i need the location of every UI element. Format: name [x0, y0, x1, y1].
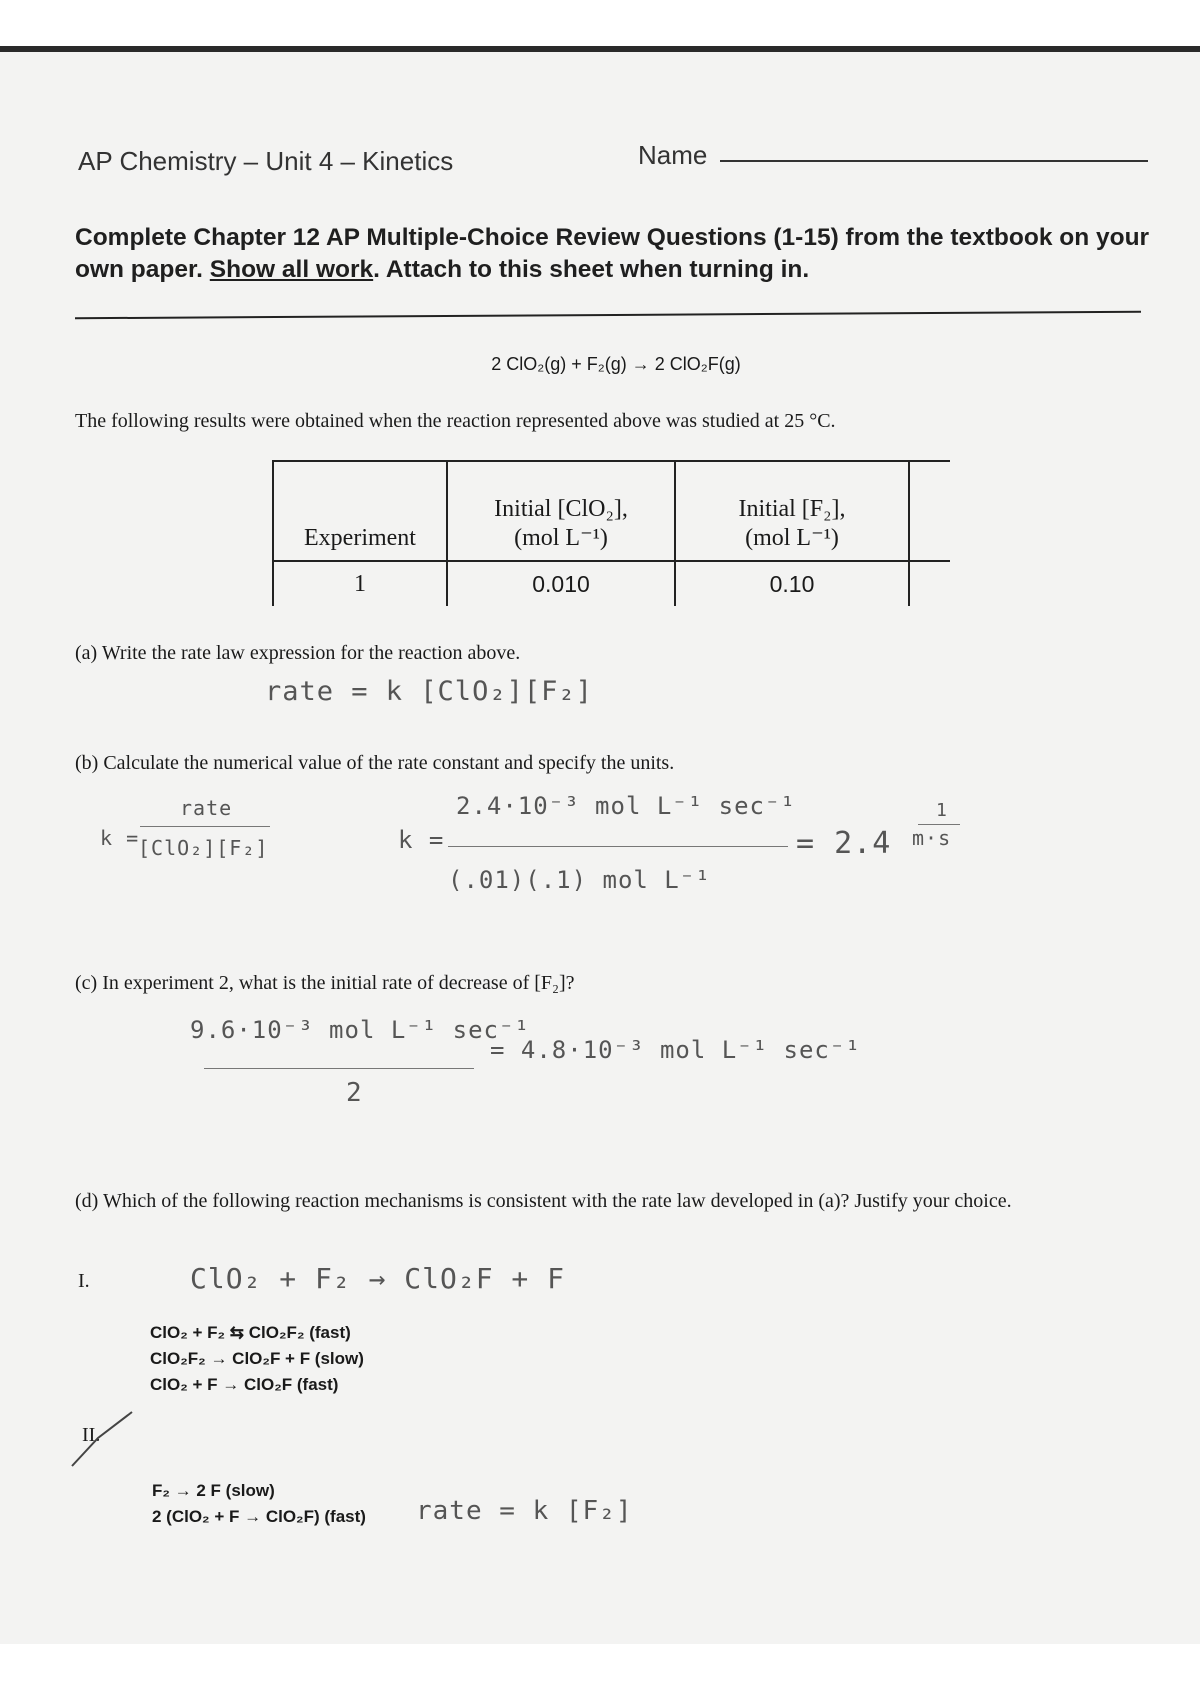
instructions-part2: . Attach to this sheet when turning in.: [373, 256, 810, 283]
bottom-margin: [0, 1644, 1200, 1698]
reaction-intro: The following results were obtained when the reaction represented above was studied at 25 °C.: [75, 410, 836, 432]
b-formula-denominator: [ClO₂][F₂]: [138, 836, 269, 860]
question-c: (c) In experiment 2, what is the initial rate of decrease of [F₂]?: [75, 972, 575, 994]
reaction-equation: 2 ClO₂(g) + F₂(g) → 2 ClO₂F(g): [491, 354, 741, 374]
cell-experiment: 1: [273, 561, 447, 607]
c-bar: [204, 1068, 474, 1069]
b-formula-bar: [140, 826, 270, 827]
c-numerator: 9.6·10⁻³ mol L⁻¹ sec⁻¹: [190, 1016, 530, 1044]
mechanism-II-step-1: F₂ → 2 F (slow): [152, 1481, 275, 1500]
question-a: (a) Write the rate law expression for the reaction above.: [75, 642, 521, 664]
mechanism-II-rate-law: rate = k [F₂]: [416, 1496, 633, 1526]
cell-clo2: 0.010: [447, 561, 675, 607]
c-result: = 4.8·10⁻³ mol L⁻¹ sec⁻¹: [490, 1036, 861, 1064]
b-result: = 2.4: [796, 826, 892, 861]
b-formula-numerator: rate: [180, 796, 233, 820]
table-extension: [909, 461, 950, 561]
cell-f2: 0.10: [675, 561, 909, 607]
mechanism-I-step-2: ClO₂F₂ → ClO₂F + F (slow): [150, 1349, 364, 1368]
b-result-units-num: 1: [936, 800, 948, 821]
question-d: (d) Which of the following reaction mechanisms is consistent with the rate law developed in (a)? Justify your choice.: [75, 1190, 1012, 1212]
c-denominator: 2: [346, 1078, 363, 1108]
table-crop: [266, 606, 956, 622]
mechanism-I-steps: [150, 1320, 364, 1398]
header-f2: Initial [F₂], (mol L⁻¹): [675, 461, 909, 561]
top-border: [0, 0, 1200, 48]
b-calc-lhs: k =: [398, 826, 445, 854]
mechanism-II-step-2: 2 (ClO₂ + F → ClO₂F) (fast): [152, 1507, 366, 1526]
b-result-units-den: m·s: [912, 826, 952, 850]
name-line[interactable]: [720, 160, 1148, 162]
mechanism-I-overall: ClO₂ + F₂ → ClO₂F + F: [190, 1262, 566, 1295]
mechanism-I-step-1: ClO₂ + F₂ ⇆ ClO₂F₂ (fast): [150, 1323, 351, 1342]
mechanism-I-step-3: ClO₂ + F → ClO₂F (fast): [150, 1375, 339, 1394]
answer-a: rate = k [ClO₂][F₂]: [265, 676, 593, 707]
instructions-part1: Complete Chapter 12 AP Multiple-Choice Review Questions (1-15) from the textbook on your own paper.: [75, 224, 1150, 283]
b-formula-lhs: k =: [100, 826, 140, 850]
question-b: (b) Calculate the numerical value of the rate constant and specify the units.: [75, 752, 675, 774]
instructions: [75, 222, 1155, 286]
mechanism-II-steps: [152, 1478, 366, 1530]
b-calc-bar: [448, 846, 788, 847]
course-title: AP Chemistry – Unit 4 – Kinetics: [78, 146, 454, 176]
instructions-underlined: Show all work: [209, 256, 374, 283]
mechanism-I-label: I.: [78, 1270, 90, 1292]
data-table: [272, 460, 952, 606]
table-row: [273, 561, 950, 607]
checkmark-icon: [68, 1408, 138, 1470]
b-calc-denominator: (.01)(.1) mol L⁻¹: [448, 866, 711, 894]
name-label: Name: [638, 140, 708, 170]
header-clo2: Initial [ClO₂], (mol L⁻¹): [447, 461, 675, 561]
mechanism-II-label: II.: [82, 1424, 101, 1446]
header-experiment: Experiment: [273, 461, 447, 561]
b-calc-numerator: 2.4·10⁻³ mol L⁻¹ sec⁻¹: [456, 792, 796, 820]
b-result-units-bar: [918, 824, 960, 825]
